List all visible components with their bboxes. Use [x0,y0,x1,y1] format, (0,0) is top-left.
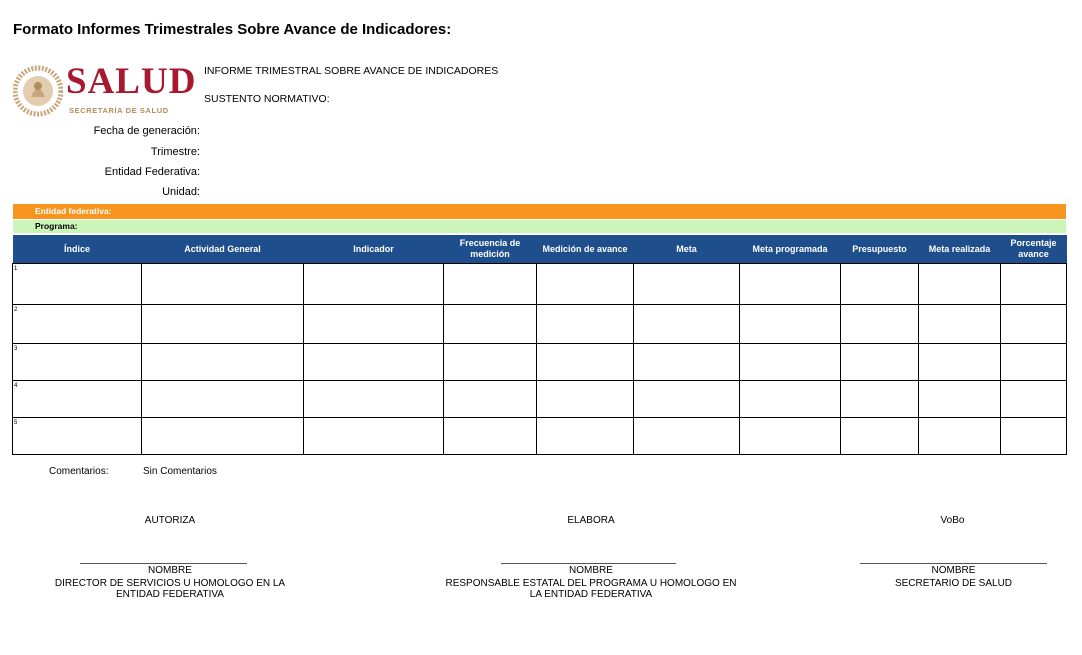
table-cell [444,264,537,305]
table-cell [740,305,841,344]
table-cell [304,305,444,344]
entidad-federativa-label: Entidad Federativa: [104,166,200,178]
fecha-generacion-label: Fecha de generación: [93,125,200,137]
column-header-meta: Meta [634,235,740,264]
vobo-title: SECRETARIO DE SALUD [894,578,1013,589]
table-cell [13,344,142,381]
table-row [13,381,1067,418]
sustento-normativo-label: SUSTENTO NORMATIVO: [204,93,330,105]
table-cell [142,305,304,344]
autoriza-title: DIRECTOR DE SERVICIOS U HOMOLOGO EN LA ENTIDAD FEDERATIVA [54,578,286,600]
elabora-role: ELABORA [567,515,615,526]
table-cell [740,264,841,305]
table-row [13,305,1067,344]
table-cell [444,418,537,455]
column-header-medicion: Medición de avance [537,235,634,264]
table-cell [634,381,740,418]
table-cell [841,305,919,344]
salud-logo [13,61,197,122]
table-cell [1001,381,1067,418]
table-cell [634,344,740,381]
table-cell [634,264,740,305]
brand-subtitle: SECRETARÍA DE SALUD [69,106,169,115]
table-cell [444,381,537,418]
column-header-indice: Índice [13,235,142,264]
entidad-bar-label: Entidad federativa: [35,206,112,216]
entidad-federativa-bar [13,204,1066,219]
column-header-actividad: Actividad General [142,235,304,264]
elabora-signature-line [501,563,676,564]
elabora-title: RESPONSABLE ESTATAL DEL PROGRAMA U HOMOLOGO EN LA ENTIDAD FEDERATIVA [445,578,737,600]
table-cell [1001,344,1067,381]
table-cell [444,305,537,344]
column-header-frecuencia: Frecuencia de medición [444,235,537,264]
table-cell [919,344,1001,381]
table-cell [841,418,919,455]
table-cell [1001,418,1067,455]
table-cell [537,418,634,455]
brand-wordmark: SALUD [66,61,197,102]
table-cell [13,264,142,305]
table-cell [13,381,142,418]
column-header-indicador: Indicador [304,235,444,264]
comments-value: Sin Comentarios [143,466,217,477]
autoriza-name: NOMBRE [148,565,192,576]
page-title: Formato Informes Trimestrales Sobre Avance de Indicadores: [13,21,452,38]
report-title: INFORME TRIMESTRAL SOBRE AVANCE DE INDICADORES [204,65,499,77]
column-header-presupuesto: Presupuesto [841,235,919,264]
table-header-row [13,235,1067,264]
trimestre-label: Trimestre: [150,146,200,158]
indicators-table [12,235,1067,455]
autoriza-signature-line [80,563,247,564]
table-cell [537,344,634,381]
table-cell [537,381,634,418]
table-row [13,344,1067,381]
column-header-porcentaje: Porcentaje avance [1001,235,1067,264]
row-number: 1 [14,266,18,272]
table-cell [634,418,740,455]
table-cell [13,418,142,455]
table-cell [304,344,444,381]
table-cell [919,264,1001,305]
unidad-label: Unidad: [162,186,200,198]
table-cell [1001,264,1067,305]
vobo-name: NOMBRE [931,565,976,576]
table-row [13,264,1067,305]
table-cell [537,305,634,344]
table-cell [841,381,919,418]
table-cell [634,305,740,344]
vobo-signature-line [860,563,1047,564]
table-cell [142,344,304,381]
row-number: 5 [14,420,18,426]
elabora-name: NOMBRE [569,565,613,576]
table-cell [304,381,444,418]
comments-label: Comentarios: [49,466,109,477]
table-cell [444,344,537,381]
row-number: 3 [14,346,18,352]
table-cell [537,264,634,305]
table-cell [740,381,841,418]
table-cell [142,381,304,418]
table-cell [919,381,1001,418]
table-cell [841,264,919,305]
table-cell [142,264,304,305]
table-cell [740,418,841,455]
table-cell [919,305,1001,344]
table-cell [1001,305,1067,344]
table-cell [13,305,142,344]
table-cell [919,418,1001,455]
table-cell [304,418,444,455]
vobo-role: VoBo [940,515,965,526]
autoriza-role: AUTORIZA [144,515,196,526]
table-row [13,418,1067,455]
national-seal-icon [13,62,63,120]
column-header-meta-realizada: Meta realizada [919,235,1001,264]
table-cell [142,418,304,455]
table-cell [304,264,444,305]
table-cell [841,344,919,381]
programa-bar [13,220,1066,233]
column-header-meta-programada: Meta programada [740,235,841,264]
table-cell [740,344,841,381]
row-number: 2 [14,307,18,313]
row-number: 4 [14,383,18,389]
programa-bar-label: Programa: [35,221,78,231]
